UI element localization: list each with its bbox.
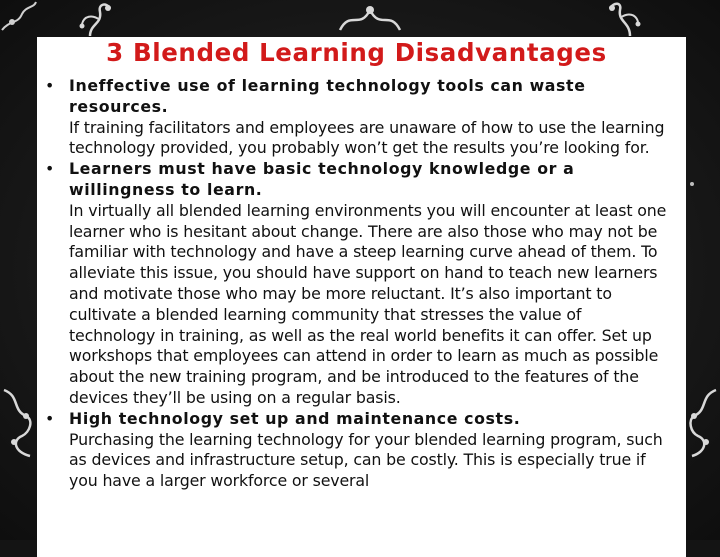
ornament-top-center (330, 0, 410, 38)
bullet-body: In virtually all blended learning environments you will encounter at least one learner who is hesitant about change. There are also those who may not be familiar with technology and have a steep learning curve ahead of them. To alleviate this issue, you should have support on hand to teach new learners and motivate those who may be more reluctant. It’s also important to cultivate a blended learning community that stresses the value of technology in training, as well as the real world benefits it can offer. Set up workshops that employees can attend in order to learn as much as possible about the new training program, and be introduced to the features of the devices they’ll be using on a regular basis. (69, 200, 667, 407)
bullet-item-setup-costs (45, 409, 668, 492)
bullet-item-ineffective-use (45, 76, 668, 159)
slide-title: 3 Blended Learning Disadvantages (106, 38, 607, 67)
bullet-marker: • (45, 159, 55, 179)
bullet-heading: Learners must have basic technology knowledge or a willingness to learn. (69, 159, 575, 199)
bullet-marker: • (45, 408, 55, 428)
ornament-right-middle (686, 380, 720, 460)
ornament-top-center-left (60, 0, 140, 38)
bullet-list (45, 76, 668, 492)
bullet-heading: High technology set up and maintenance costs. (69, 408, 521, 428)
bullet-item-technology-knowledge (45, 159, 668, 409)
bullet-body: Purchasing the learning technology for your blended learning program, such as devices and infrastructure setup, can be costly. This is especially true if you have a larger workforce or several (69, 429, 663, 491)
slide-content-card (37, 37, 686, 557)
bullet-heading: Ineffective use of learning technology tools can waste resources. (69, 76, 586, 116)
bullet-body: If training facilitators and employees are unaware of how to use the learning technology provided, you probably won’t get the results you’re looking for. (69, 117, 665, 158)
ornament-top-left (0, 0, 40, 40)
ornament-top-right (590, 0, 670, 38)
bullet-marker: • (45, 76, 55, 95)
ornament-right-upper (686, 170, 720, 200)
ornament-left-middle (0, 380, 37, 460)
